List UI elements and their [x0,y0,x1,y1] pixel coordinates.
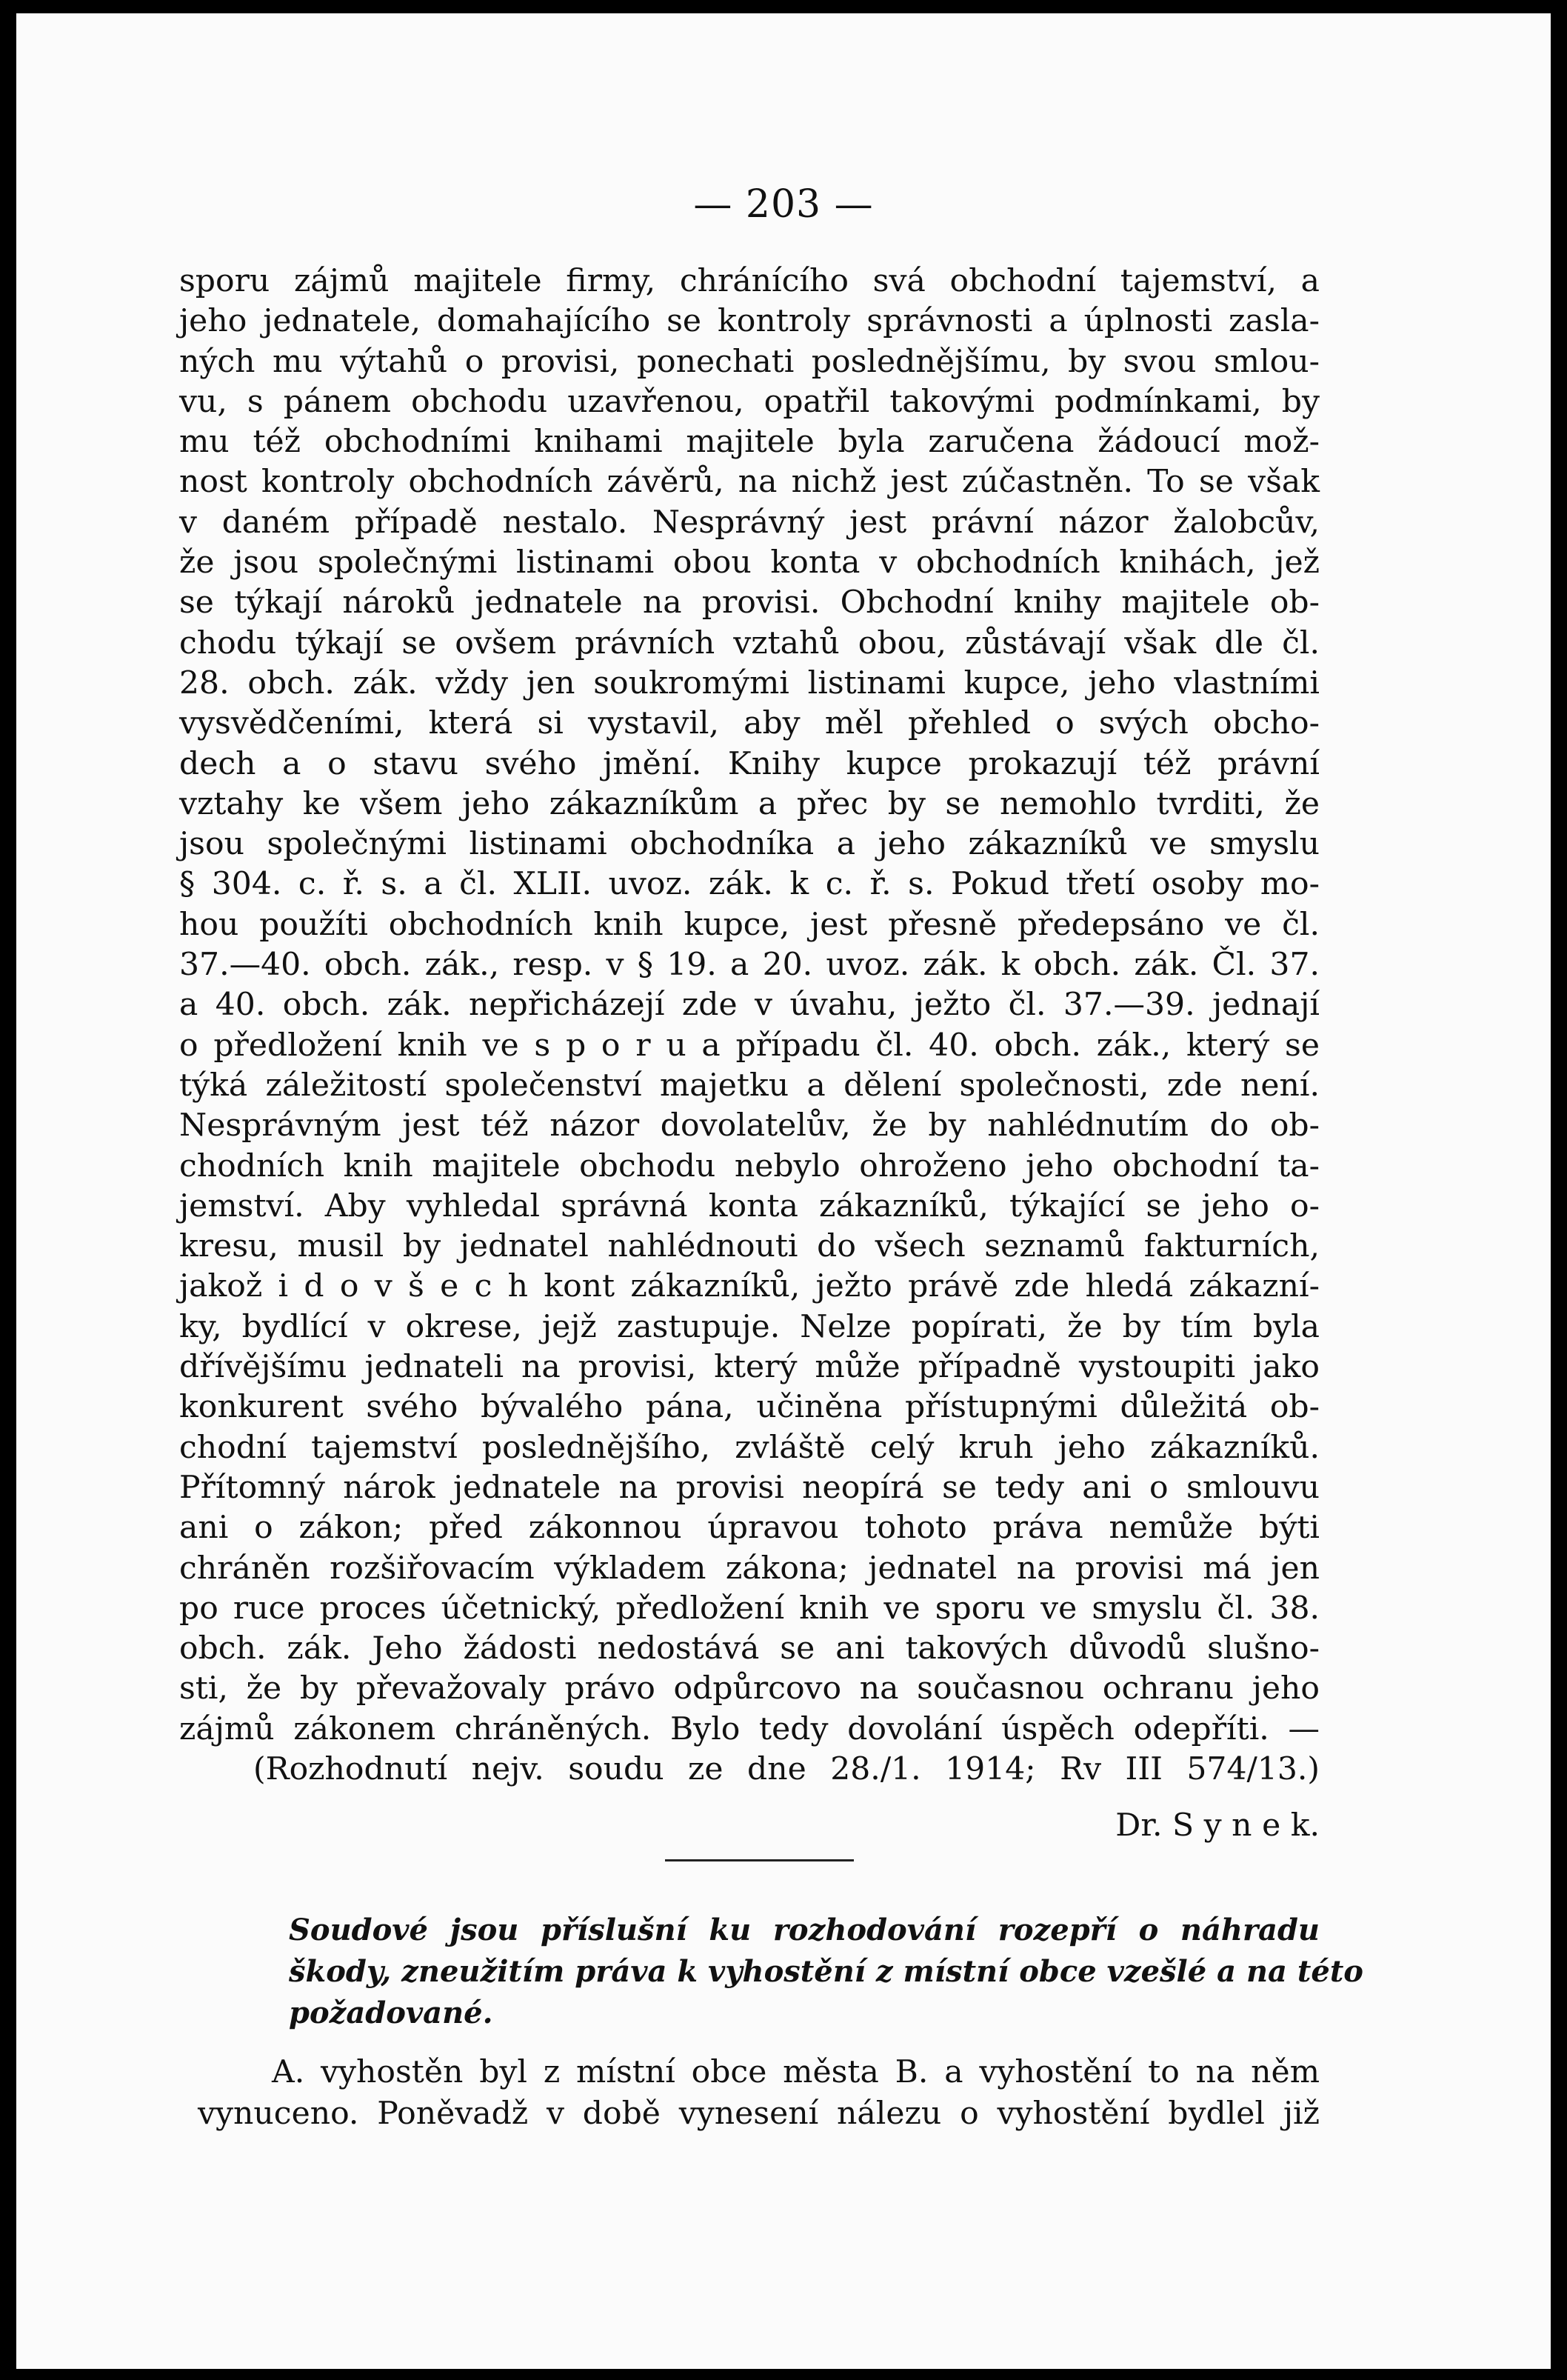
text-line: obch. zák. Jeho žádosti nedostává se ani takových důvodů slušno- [179,1630,1320,1667]
text-line: jemství. Aby vyhledal správná konta zákazníků, týkající se jeho o- [179,1187,1320,1224]
text-line: jakož i d o v š e c h kont zákazníků, ježto právě zde hledá zákazní- [179,1268,1320,1305]
text-line: ných mu výtahů o provisi, ponechati poslednějšímu, by svou smlou- [179,343,1320,380]
text-line: nost kontroly obchodních závěrů, na nichž jest zúčastněn. To se však [179,464,1320,501]
second-paragraph [198,2052,1320,2135]
text-line: konkurent svého bývalého pána, učiněna přístupnými důležitá ob- [179,1389,1320,1426]
text-line: chráněn rozšiřovacím výkladem zákona; jednatel na provisi má jen [179,1550,1320,1587]
text-line: dech a o stavu svého jmění. Knihy kupce prokazují též právní [179,745,1320,782]
signature: Dr. S y n e k. [1115,1807,1320,1844]
text-line: vynuceno. Poněvadž v době vynesení nálezu o vyhostění bydlel již [198,2096,1320,2132]
text-line: jsou společnými listinami obchodníka a jeho zákazníků ve smyslu [179,826,1320,863]
text-line: po ruce proces účetnický, předložení knih ve sporu ve smyslu čl. 38. [179,1590,1320,1627]
text-line: ky, bydlící v okrese, jejž zastupuje. Nelze popírati, že by tím byla [179,1308,1320,1345]
text-line: týká záležitostí společenství majetku a dělení společnosti, zde není. [179,1067,1320,1104]
section-heading [289,1910,1363,2034]
text-line: sti, že by převažovaly právo odpůrcovo na současnou ochranu jeho [179,1670,1320,1707]
text-line: jeho jednatele, domahajícího se kontroly správnosti a úplnosti zasla- [179,303,1320,340]
text-line: zájmů zákonem chráněných. Bylo tedy dovolání úspěch odepříti. — [179,1710,1320,1747]
text-line: 28. obch. zák. vždy jen soukromými listinami kupce, jeho vlastními [179,664,1320,701]
text-line: vztahy ke všem jeho zákazníkům a přec by se nemohlo tvrditi, že [179,785,1320,822]
text-line: mu též obchodními knihami majitele byla zaručena žádoucí mož- [179,424,1320,461]
text-line: sporu zájmů majitele firmy, chránícího svá obchodní tajemství, a [179,263,1320,299]
heading-line: požadované. [289,1996,493,2030]
text-line: ani o zákon; před zákonnou úpravou tohoto práva nemůže býti [179,1510,1320,1547]
text-line: v daném případě nestalo. Nesprávný jest právní názor žalobcův, [179,504,1320,541]
section-divider [665,1859,854,1861]
text-line: hou použíti obchodních knih kupce, jest přesně předepsáno ve čl. [179,906,1320,943]
citation-line: (Rozhodnutí nejv. soudu ze dne 28./1. 1914; Rv III 574/13.) [253,1750,1320,1787]
main-paragraph [179,261,1320,1790]
text-line: dřívějšímu jednateli na provisi, který může případně vystoupiti jako [179,1349,1320,1386]
heading-line: Soudové jsou příslušní ku rozhodování rozepří o náhradu [289,1913,1320,1947]
text-line: vysvědčeními, která si vystavil, aby měl přehled o svých obcho- [179,705,1320,742]
text-line: o předložení knih ve s p o r u a případu čl. 40. obch. zák., který se [179,1027,1320,1064]
text-line: a 40. obch. zák. nepřicházejí zde v úvahu, ježto čl. 37.—39. jednají [179,987,1320,1024]
text-line: se týkají nároků jednatele na provisi. Obchodní knihy majitele ob- [179,584,1320,621]
page-number: — 203 — [693,182,874,227]
heading-line: škody, zneužitím práva k vyhostění z místní obce vzešlé a na této [289,1954,1363,1989]
text-line: A. vyhostěn byl z místní obce města B. a vyhostění to na něm [272,2054,1320,2090]
text-line: Nesprávným jest též názor dovolatelův, že by nahlédnutím do ob- [179,1107,1320,1144]
text-line: že jsou společnými listinami obou konta v obchodních knihách, jež [179,544,1320,581]
text-line: Přítomný nárok jednatele na provisi neopírá se tedy ani o smlouvu [179,1469,1320,1506]
text-line: vu, s pánem obchodu uzavřenou, opatřil takovými podmínkami, by [179,383,1320,420]
document-page [16,13,1551,2369]
text-line: § 304. c. ř. s. a čl. XLII. uvoz. zák. k c. ř. s. Pokud třetí osoby mo- [179,866,1320,903]
text-line: chodních knih majitele obchodu nebylo ohroženo jeho obchodní ta- [179,1147,1320,1184]
text-line: chodu týkají se ovšem právních vztahů obou, zůstávají však dle čl. [179,624,1320,661]
text-line: kresu, musil by jednatel nahlédnouti do všech seznamů fakturních, [179,1228,1320,1265]
text-line: chodní tajemství poslednějšího, zvláště celý kruh jeho zákazníků. [179,1429,1320,1466]
text-line: 37.—40. obch. zák., resp. v § 19. a 20. uvoz. zák. k obch. zák. Čl. 37. [179,947,1320,984]
